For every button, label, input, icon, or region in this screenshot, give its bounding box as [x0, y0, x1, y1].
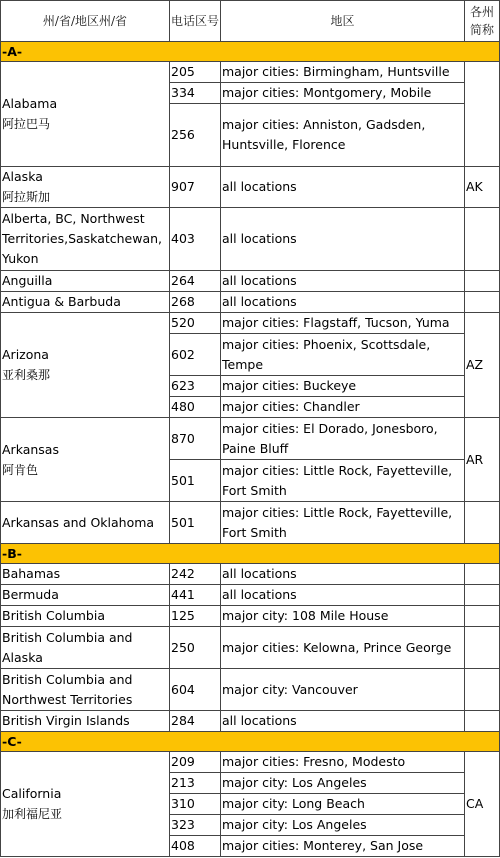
- area-cell: major cities: Birmingham, Huntsville: [221, 62, 465, 83]
- area-code-cell: 209: [170, 752, 221, 773]
- section-label: -C-: [1, 732, 500, 752]
- state-abbr-cell: [465, 271, 500, 292]
- area-cell: major cities: Buckeye: [221, 376, 465, 397]
- table-row: [1, 752, 500, 773]
- table-row: [1, 62, 500, 83]
- area-code-cell: 323: [170, 815, 221, 836]
- region-name: British Columbia and Alaska: [2, 629, 133, 665]
- region-name: Anguilla: [2, 273, 53, 288]
- table-row: [1, 585, 500, 606]
- region-name: Arkansas: [2, 441, 59, 457]
- region-name-zh: 加利福尼亚: [2, 807, 63, 821]
- table-row: [1, 502, 500, 544]
- state-abbr-cell: AR: [465, 418, 500, 502]
- region-name-zh: 阿拉斯加: [2, 190, 51, 204]
- region-cell: [1, 564, 170, 585]
- region-cell: [1, 292, 170, 313]
- region-cell: [1, 606, 170, 627]
- state-abbr-cell: [465, 711, 500, 732]
- header-area: 地区: [221, 1, 465, 42]
- state-abbr-cell: [465, 585, 500, 606]
- area-code-cell: 602: [170, 334, 221, 376]
- area-code-cell: 870: [170, 418, 221, 460]
- area-code-cell: 256: [170, 104, 221, 167]
- region-cell: [1, 711, 170, 732]
- table-row: [1, 167, 500, 208]
- area-cell: major city: Los Angeles: [221, 773, 465, 794]
- area-cell: all locations: [221, 711, 465, 732]
- area-code-cell: 403: [170, 208, 221, 271]
- area-code-cell: 264: [170, 271, 221, 292]
- area-code-cell: 334: [170, 83, 221, 104]
- state-abbr-cell: [465, 627, 500, 669]
- area-cell: all locations: [221, 271, 465, 292]
- region-name: British Columbia and Northwest Territories: [2, 671, 133, 707]
- region-cell: [1, 167, 170, 208]
- state-abbr-cell: CA: [465, 752, 500, 857]
- table-row: [1, 208, 500, 271]
- area-cell: major cities: Kelowna, Prince George: [221, 627, 465, 669]
- region-name: Arizona: [2, 347, 49, 362]
- area-code-cell: 520: [170, 313, 221, 334]
- table-row: [1, 606, 500, 627]
- region-cell: [1, 418, 170, 502]
- table-row: [1, 292, 500, 313]
- table-row: [1, 418, 500, 460]
- area-code-cell: 501: [170, 502, 221, 544]
- section-header-row: [1, 42, 500, 62]
- header-row: [1, 1, 500, 42]
- state-abbr-cell: [465, 606, 500, 627]
- region-name: Alaska: [2, 169, 43, 184]
- region-name: Bermuda: [2, 587, 59, 602]
- region-name-zh: 阿拉巴马: [2, 117, 51, 131]
- area-cell: all locations: [221, 564, 465, 585]
- region-cell: [1, 271, 170, 292]
- area-code-cell: 501: [170, 460, 221, 502]
- area-code-cell: 125: [170, 606, 221, 627]
- region-cell: [1, 669, 170, 711]
- area-cell: major cities: Flagstaff, Tucson, Yuma: [221, 313, 465, 334]
- area-code-cell: 284: [170, 711, 221, 732]
- section-header-row: [1, 544, 500, 564]
- area-code-cell: 604: [170, 669, 221, 711]
- area-cell: major city: Vancouver: [221, 669, 465, 711]
- area-code-cell: 310: [170, 794, 221, 815]
- area-code-cell: 268: [170, 292, 221, 313]
- table-row: [1, 313, 500, 334]
- table-row: [1, 564, 500, 585]
- state-abbr-cell: [465, 564, 500, 585]
- area-cell: major city: Los Angeles: [221, 815, 465, 836]
- region-cell: [1, 627, 170, 669]
- region-name-zh: 阿肯色: [2, 462, 39, 477]
- area-code-cell: 242: [170, 564, 221, 585]
- table-row: [1, 271, 500, 292]
- region-name: Alabama: [2, 96, 58, 111]
- area-cell: all locations: [221, 585, 465, 606]
- header-region: 州/省/地区州/省: [1, 1, 170, 42]
- region-cell: [1, 502, 170, 544]
- table-row: [1, 627, 500, 669]
- region-name-zh: 亚利桑那: [2, 368, 51, 382]
- region-name: Antigua & Barbuda: [2, 294, 121, 309]
- area-code-cell: 480: [170, 397, 221, 418]
- table-body: [1, 1, 500, 857]
- area-cell: all locations: [221, 292, 465, 313]
- area-code-cell: 250: [170, 627, 221, 669]
- area-code-cell: 441: [170, 585, 221, 606]
- region-cell: [1, 752, 170, 857]
- area-code-cell: 408: [170, 836, 221, 857]
- state-abbr-cell: AK: [465, 167, 500, 208]
- area-cell: major cities: Anniston, Gadsden, Huntsville, Florence: [221, 104, 465, 167]
- region-cell: [1, 585, 170, 606]
- section-label: -A-: [1, 42, 500, 62]
- region-name: British Virgin Islands: [2, 713, 130, 728]
- area-cell: major cities: Chandler: [221, 397, 465, 418]
- table-row: [1, 711, 500, 732]
- area-cell: major cities: Little Rock, Fayetteville, Fort Smith: [221, 460, 465, 502]
- area-code-cell: 907: [170, 167, 221, 208]
- region-name: California: [2, 786, 62, 801]
- area-code-cell: 205: [170, 62, 221, 83]
- area-cell: major cities: Phoenix, Scottsdale, Tempe: [221, 334, 465, 376]
- area-cell: major city: 108 Mile House: [221, 606, 465, 627]
- region-name: British Columbia: [2, 608, 105, 623]
- header-code: 电话区号: [170, 1, 221, 42]
- region-name: Arkansas and Oklahoma: [2, 514, 155, 530]
- area-cell: major cities: Little Rock, Fayetteville, Fort Smith: [221, 502, 465, 544]
- section-header-row: [1, 732, 500, 752]
- region-cell: [1, 313, 170, 418]
- region-name: Bahamas: [2, 566, 61, 581]
- state-abbr-cell: [465, 62, 500, 167]
- area-cell: major cities: Fresno, Modesto: [221, 752, 465, 773]
- area-cell: major city: Long Beach: [221, 794, 465, 815]
- area-code-cell: 213: [170, 773, 221, 794]
- area-cell: major cities: Montgomery, Mobile: [221, 83, 465, 104]
- section-label: -B-: [1, 544, 500, 564]
- area-cell: all locations: [221, 208, 465, 271]
- area-cell: major cities: El Dorado, Jonesboro, Paine Bluff: [221, 418, 465, 460]
- area-cell: major cities: Monterey, San Jose: [221, 836, 465, 857]
- state-abbr-cell: [465, 502, 500, 544]
- region-cell: [1, 62, 170, 167]
- area-code-cell: 623: [170, 376, 221, 397]
- area-cell: all locations: [221, 167, 465, 208]
- state-abbr-cell: [465, 669, 500, 711]
- state-abbr-cell: [465, 208, 500, 271]
- state-abbr-cell: AZ: [465, 313, 500, 418]
- table-row: [1, 669, 500, 711]
- region-name: Alberta, BC, Northwest Territories,Saskatchewan, Yukon: [2, 211, 163, 266]
- state-abbr-cell: [465, 292, 500, 313]
- header-abbr: 各州简称: [465, 1, 500, 42]
- region-cell: [1, 208, 170, 271]
